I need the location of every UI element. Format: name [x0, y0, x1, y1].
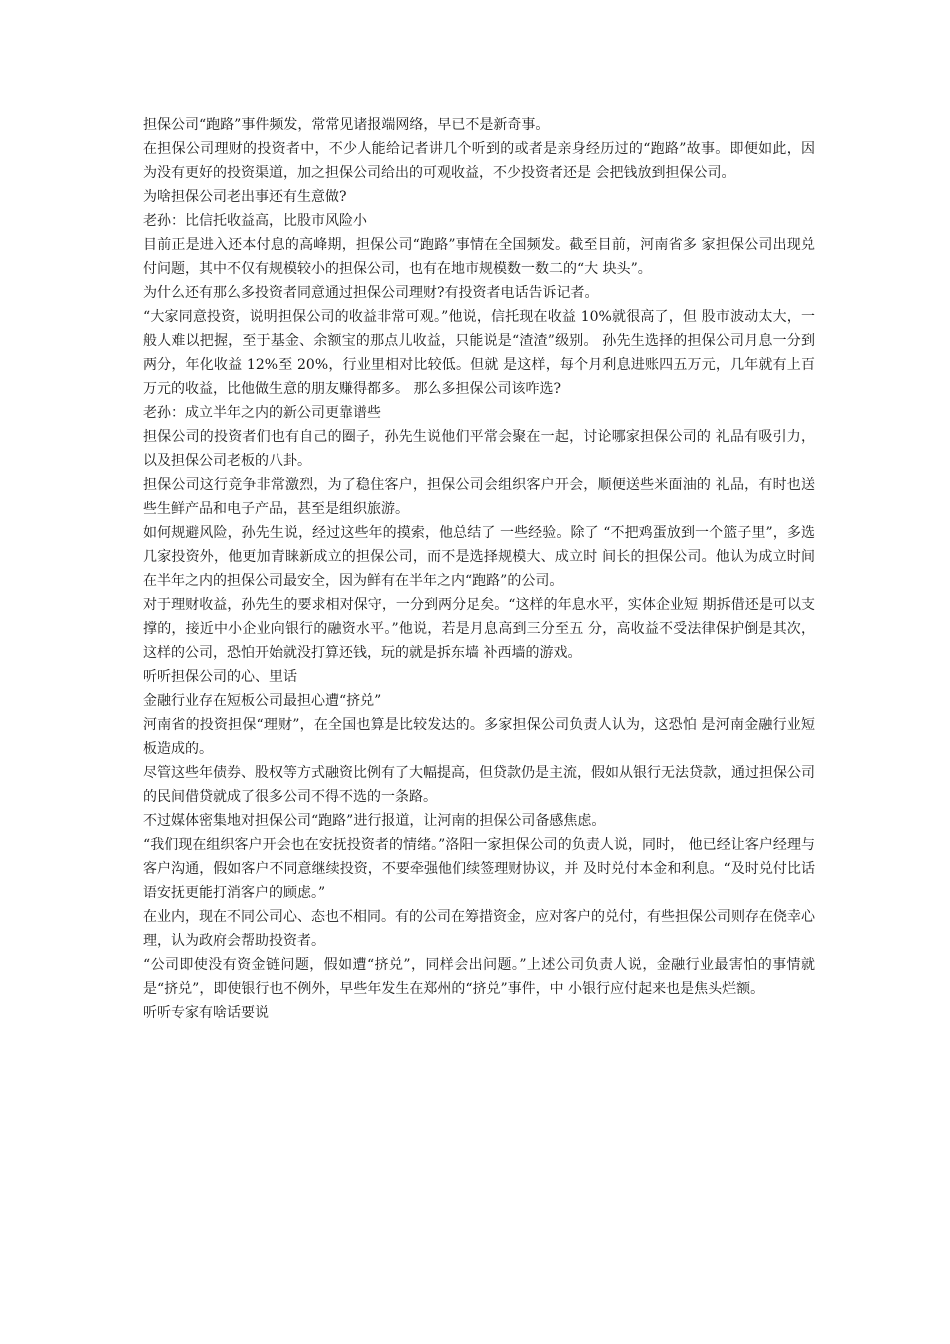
section-question: 为啥担保公司老出事还有生意做?	[143, 189, 347, 205]
section-subheading: 金融行业存在短板公司最担心遭“挤兑”	[143, 693, 382, 709]
document-paragraph: 在业内，现在不同公司心、态也不相同。有的公司在筹措资金，应对客户的兑付，有些担保公司则存在侥幸心理，认为政府会帮助投资者。	[143, 909, 815, 949]
document-paragraph: 对于理财收益，孙先生的要求相对保守，一分到两分足矣。“这样的年息水平，实体企业短 期拆借还是可以支撑的，接近中小企业向银行的融资水平。”他说，若是月息高到三分至五 分，高收益不受法律保护倒是其次，这样的公司，恐怕开始就没打算还钱，玩的就是拆东墙 补西墙的游戏。	[143, 597, 815, 661]
document-paragraph: 河南省的投资担保“理财”，在全国也算是比较发达的。多家担保公司负责人认为，这恐怕 是河南金融行业短板造成的。	[143, 717, 815, 757]
document-paragraph: 不过媒体密集地对担保公司“跑路”进行报道，让河南的担保公司备感焦虑。	[143, 813, 606, 829]
document-paragraph: 担保公司这行竞争非常激烈，为了稳住客户，担保公司会组织客户开会，顺便送些米面油的 礼品，有时也送些生鲜产品和电子产品，甚至是组织旅游。	[143, 477, 815, 517]
section-heading: 听听专家有啥话要说	[143, 1005, 269, 1021]
document-paragraph: 担保公司的投资者们也有自己的圈子，孙先生说他们平常会聚在一起，讨论哪家担保公司的 礼品有吸引力，以及担保公司老板的八卦。	[143, 429, 815, 469]
document-paragraph: 担保公司“跑路”事件频发，常常见诸报端网络，早已不是新奇事。	[143, 117, 550, 133]
document-page	[143, 113, 815, 1025]
document-paragraph: “大家同意投资，说明担保公司的收益非常可观。”他说，信托现在收益 10%就很高了，但 股市波动太大，一般人难以把握，至于基金、余额宝的那点儿收益，只能说是“渣渣”级别。 孙先生选择的担保公司月息一分到两分，年化收益 12%至 20%，行业里相对比较低。但就 是这样，每个月利息进账四五万元，几年就有上百万元的收益，比他做生意的朋友赚得都多。 那么多担保公司该咋选?	[143, 309, 815, 397]
section-heading: 老孙：比信托收益高，比股市风险小	[143, 213, 367, 229]
document-paragraph: 在担保公司理财的投资者中，不少人能给记者讲几个听到的或者是亲身经历过的“跑路”故事。即便如此，因为没有更好的投资渠道，加之担保公司给出的可观收益，不少投资者还是 会把钱放到担保公司。	[143, 141, 815, 181]
document-paragraph: 如何规避风险，孙先生说，经过这些年的摸索，他总结了 一些经验。除了 “不把鸡蛋放到一个篮子里”，多选几家投资外，他更加青睐新成立的担保公司，而不是选择规模大、成立时 间长的担保公司。他认为成立时间在半年之内的担保公司最安全，因为鲜有在半年之内“跑路”的公司。	[143, 525, 815, 589]
document-paragraph: 目前正是进入还本付息的高峰期，担保公司“跑路”事情在全国频发。截至目前，河南省多 家担保公司出现兑付问题，其中不仅有规模较小的担保公司，也有在地市规模数一数二的“大 块头”。	[143, 237, 815, 277]
section-heading: 老孙：成立半年之内的新公司更靠谱些	[143, 405, 381, 421]
document-paragraph: “我们现在组织客户开会也在安抚投资者的情绪。”洛阳一家担保公司的负责人说，同时， 他已经让客户经理与客户沟通，假如客户不同意继续投资，不要牵强他们续签理财协议，并 及时兑付本金和利息。“及时兑付比话语安抚更能打消客户的顾虑。”	[143, 837, 815, 901]
document-paragraph: 尽管这些年债券、股权等方式融资比例有了大幅提高，但贷款仍是主流，假如从银行无法贷款，通过担保公司的民间借贷就成了很多公司不得不选的一条路。	[143, 765, 815, 805]
document-paragraph: “公司即使没有资金链问题，假如遭“挤兑”，同样会出问题。”上述公司负责人说，金融行业最害怕的事情就是“挤兑”，即使银行也不例外，早些年发生在郑州的“挤兑”事件，中 小银行应付起来也是焦头烂额。	[143, 957, 815, 997]
document-paragraph: 为什么还有那么多投资者同意通过担保公司理财?有投资者电话告诉记者。	[143, 285, 599, 301]
section-heading: 听听担保公司的心、里话	[143, 669, 297, 685]
